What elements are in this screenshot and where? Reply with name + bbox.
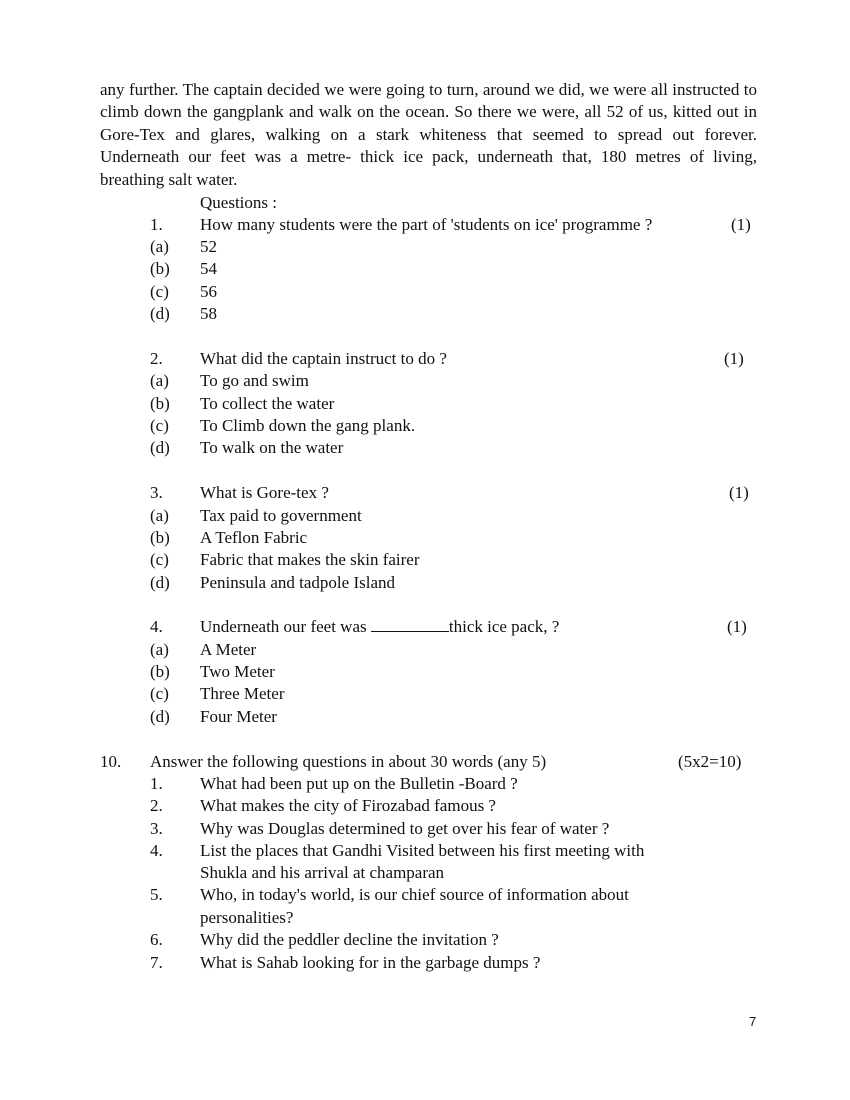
mcq-option xyxy=(0,572,850,594)
question-text: Why was Douglas determined to get over his fear of water ? xyxy=(200,819,610,838)
mcq-option xyxy=(0,303,850,325)
mcq-option xyxy=(0,437,850,459)
question-text: How many students were the part of 'students on ice' programme ? xyxy=(200,215,653,234)
question-number: 4. xyxy=(150,841,163,860)
option-label: (b) xyxy=(150,528,170,547)
question-number: 6. xyxy=(150,930,163,949)
question-marks: (1) xyxy=(727,617,747,636)
question-text: What makes the city of Firozabad famous ? xyxy=(200,796,496,815)
option-label: (d) xyxy=(150,707,170,726)
short-answer-question xyxy=(0,773,850,795)
short-answer-question-continued xyxy=(0,862,850,884)
question-marks: (1) xyxy=(731,215,751,234)
option-label: (a) xyxy=(150,371,169,390)
mcq-question-1 xyxy=(0,214,850,236)
option-label: (d) xyxy=(150,573,170,592)
question-marks: (1) xyxy=(724,349,744,368)
question-number: 1. xyxy=(150,215,163,234)
option-text: Two Meter xyxy=(200,662,275,681)
mcq-question-2 xyxy=(0,348,850,370)
option-label: (a) xyxy=(150,640,169,659)
question-text-after-blank: thick ice pack, ? xyxy=(448,617,560,636)
option-label: (a) xyxy=(150,237,169,256)
option-label: (c) xyxy=(150,416,169,435)
question-text: Shukla and his arrival at champaran xyxy=(200,863,445,882)
mcq-option xyxy=(0,281,850,303)
question-text: What is Sahab looking for in the garbage dumps ? xyxy=(200,953,541,972)
option-text: 52 xyxy=(200,237,217,256)
short-answer-question xyxy=(0,884,850,906)
option-label: (c) xyxy=(150,684,169,703)
option-label: (b) xyxy=(150,662,170,681)
question-number: 3. xyxy=(150,819,163,838)
option-text: Four Meter xyxy=(200,707,277,726)
option-text: 58 xyxy=(200,304,217,323)
mcq-option xyxy=(0,549,850,571)
option-text: 54 xyxy=(200,259,217,278)
question-text: Who, in today's world, is our chief source of information about xyxy=(200,885,629,904)
questions-label: Questions : xyxy=(200,193,277,212)
option-text: Fabric that makes the skin fairer xyxy=(200,550,420,569)
question-text: personalities? xyxy=(200,908,294,927)
option-text: Three Meter xyxy=(200,684,285,703)
section-10-header xyxy=(0,751,850,773)
short-answer-question xyxy=(0,840,850,862)
short-answer-question xyxy=(0,818,850,840)
question-text: What did the captain instruct to do ? xyxy=(200,349,447,368)
question-number: 3. xyxy=(150,483,163,502)
page-number: 7 xyxy=(749,1014,757,1029)
passage-text: any further. The captain decided we were going to turn, around we did, we were all instructed to climb down the gangplank and walk on the ocean. So there we were, all 52 of us, kitted out in Gore-Tex and glares, walking on a stark whiteness that seemed to spread out forever. Underneath our feet was a metre- thick ice pack, underneath that, 180 metres of living, breathing salt water. xyxy=(100,80,757,189)
option-label: (b) xyxy=(150,259,170,278)
option-text: To Climb down the gang plank. xyxy=(200,416,416,435)
option-text: Tax paid to government xyxy=(200,506,362,525)
short-answer-question xyxy=(0,952,850,974)
mcq-question-3 xyxy=(0,482,850,504)
mcq-option xyxy=(0,415,850,437)
question-marks: (1) xyxy=(729,483,749,502)
short-answer-question-continued xyxy=(0,907,850,929)
question-number: 1. xyxy=(150,774,163,793)
mcq-option xyxy=(0,393,850,415)
option-text: To walk on the water xyxy=(200,438,344,457)
section-marks: (5x2=10) xyxy=(678,752,742,771)
mcq-option xyxy=(0,706,850,728)
fill-in-blank xyxy=(371,616,449,632)
mcq-option xyxy=(0,236,850,258)
question-number: 4. xyxy=(150,617,163,636)
option-label: (c) xyxy=(150,282,169,301)
option-text: A Teflon Fabric xyxy=(200,528,308,547)
short-answer-question xyxy=(0,795,850,817)
mcq-option xyxy=(0,683,850,705)
option-label: (a) xyxy=(150,506,169,525)
question-number: 2. xyxy=(150,349,163,368)
mcq-option xyxy=(0,370,850,392)
passage-paragraph xyxy=(100,79,757,191)
question-text: Why did the peddler decline the invitation ? xyxy=(200,930,499,949)
mcq-option xyxy=(0,505,850,527)
question-text-before-blank: Underneath our feet was xyxy=(200,617,371,636)
section-number: 10. xyxy=(100,752,122,771)
question-text: What had been put up on the Bulletin -Board ? xyxy=(200,774,518,793)
mcq-option xyxy=(0,258,850,280)
option-text: 56 xyxy=(200,282,217,301)
question-number: 5. xyxy=(150,885,163,904)
question-number: 2. xyxy=(150,796,163,815)
mcq-option xyxy=(0,661,850,683)
option-text: To go and swim xyxy=(200,371,309,390)
option-text: Peninsula and tadpole Island xyxy=(200,573,395,592)
option-text: To collect the water xyxy=(200,394,335,413)
question-text: What is Gore-tex ? xyxy=(200,483,329,502)
option-label: (d) xyxy=(150,304,170,323)
option-text: A Meter xyxy=(200,640,257,659)
short-answer-question xyxy=(0,929,850,951)
section-instruction: Answer the following questions in about 30 words (any 5) xyxy=(150,752,547,771)
mcq-option xyxy=(0,639,850,661)
mcq-option xyxy=(0,527,850,549)
question-text xyxy=(200,616,559,638)
question-number: 7. xyxy=(150,953,163,972)
option-label: (b) xyxy=(150,394,170,413)
option-label: (d) xyxy=(150,438,170,457)
question-text: List the places that Gandhi Visited between his first meeting with xyxy=(200,841,645,860)
option-label: (c) xyxy=(150,550,169,569)
mcq-question-4 xyxy=(0,616,850,638)
